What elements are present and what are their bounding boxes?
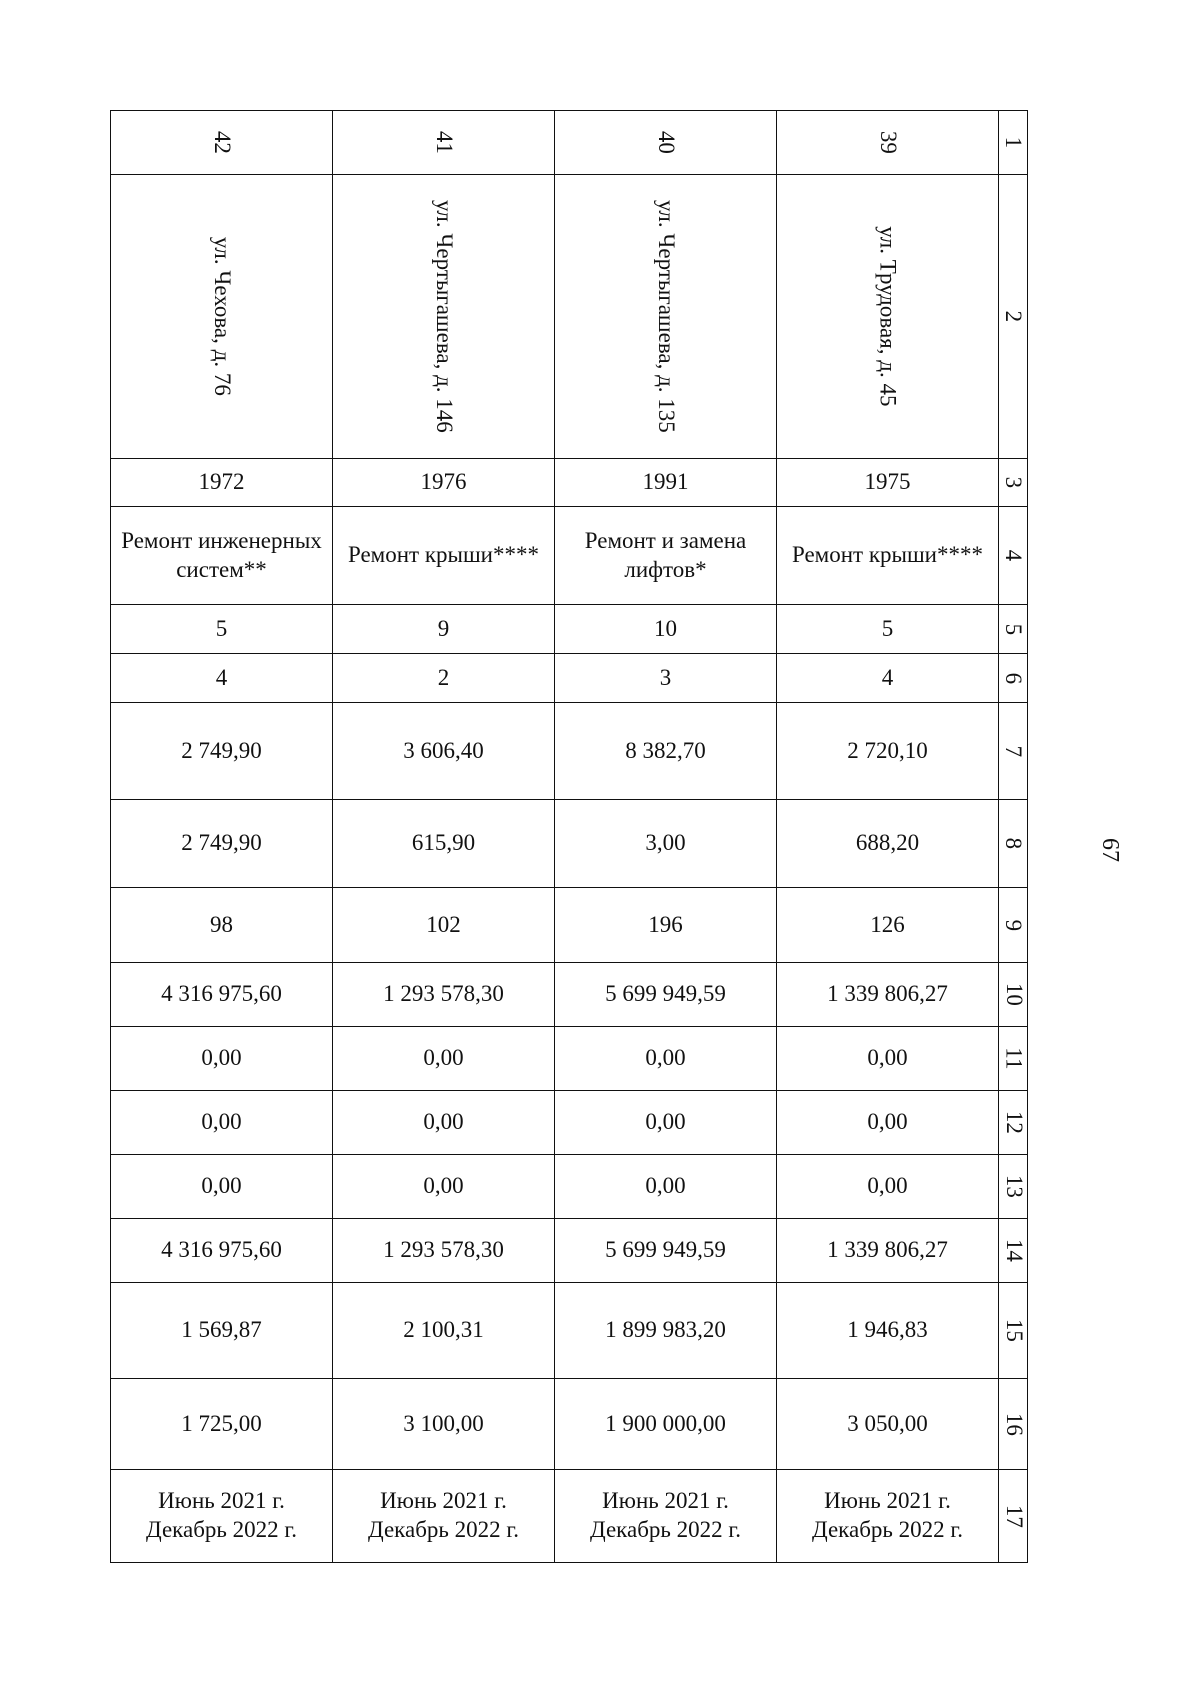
row-number: 39: [875, 131, 901, 154]
end-date: Декабрь 2022 г.: [590, 1517, 741, 1542]
column-number: 15: [1001, 1319, 1027, 1342]
value-cell: 4: [111, 654, 333, 703]
column-number-cell: [999, 605, 1028, 654]
value-cell: 126: [777, 888, 999, 963]
value-cell: 5: [111, 605, 333, 654]
column-number: 17: [1001, 1504, 1027, 1528]
address-cell: [111, 175, 333, 459]
column-number-cell: [999, 1283, 1028, 1379]
address: ул. Чертыгашева, д. 135: [653, 199, 679, 433]
column-number-cell: [999, 1027, 1028, 1091]
value-cell: 4 316 975,60: [111, 963, 333, 1027]
address: ул. Трудовая, д. 45: [875, 225, 901, 407]
value-cell: 2 749,90: [111, 800, 333, 888]
column-number: 5: [1001, 623, 1027, 635]
value-cell: 5: [777, 605, 999, 654]
value-cell: 3 100,00: [333, 1379, 555, 1470]
value-cell: 98: [111, 888, 333, 963]
value-cell: 10: [555, 605, 777, 654]
value-cell: 196: [555, 888, 777, 963]
column-number: 8: [1001, 837, 1027, 850]
column-number-cell: [999, 111, 1028, 175]
column-number: 9: [1001, 919, 1027, 931]
work-type-cell: Ремонт крыши****: [777, 507, 999, 605]
table-row-col-3: [111, 459, 1028, 507]
value-cell: 9: [333, 605, 555, 654]
work-type-cell: Ремонт и замена лифтов*: [555, 507, 777, 605]
value-cell: 0,00: [333, 1155, 555, 1219]
page-number: 67: [1097, 838, 1124, 862]
value-cell: 1 339 806,27: [777, 963, 999, 1027]
value-cell: 1 899 983,20: [555, 1283, 777, 1379]
column-number: 6: [1001, 672, 1027, 684]
date-range-cell: [777, 1470, 999, 1563]
work-type-cell: Ремонт крыши****: [333, 507, 555, 605]
table-row-col-9: [111, 888, 1028, 963]
value-cell: 0,00: [111, 1091, 333, 1155]
address: ул. Чехова, д. 76: [209, 236, 235, 396]
address-cell: [333, 175, 555, 459]
column-number: 2: [1001, 310, 1027, 323]
year-cell: 1976: [333, 459, 555, 507]
value-cell: 3,00: [555, 800, 777, 888]
table-row-col-16: [111, 1379, 1028, 1470]
value-cell: 0,00: [777, 1027, 999, 1091]
column-number: 1: [1001, 136, 1027, 149]
value-cell: 0,00: [333, 1091, 555, 1155]
value-cell: 1 569,87: [111, 1283, 333, 1379]
value-cell: 0,00: [555, 1091, 777, 1155]
value-cell: 0,00: [555, 1027, 777, 1091]
row-number: 42: [209, 131, 235, 154]
column-number-cell: [999, 888, 1028, 963]
column-number: 14: [1001, 1239, 1027, 1262]
value-cell: 1 339 806,27: [777, 1219, 999, 1283]
table-row-col-13: [111, 1155, 1028, 1219]
value-cell: 0,00: [777, 1155, 999, 1219]
value-cell: 0,00: [777, 1091, 999, 1155]
work-type-cell: Ремонт инженерных систем**: [111, 507, 333, 605]
address: ул. Чертыгашева, д. 146: [431, 199, 457, 433]
start-date: Июнь 2021 г.: [602, 1488, 729, 1514]
value-cell: 2 100,31: [333, 1283, 555, 1379]
value-cell: 0,00: [333, 1027, 555, 1091]
table-row-col-2: [111, 175, 1028, 459]
column-number-cell: [999, 507, 1028, 605]
value-cell: 615,90: [333, 800, 555, 888]
value-cell: 3: [555, 654, 777, 703]
row-number-cell: [333, 111, 555, 175]
year-cell: 1975: [777, 459, 999, 507]
column-number-cell: [999, 459, 1028, 507]
table-row-col-7: [111, 703, 1028, 800]
column-number: 4: [1001, 549, 1027, 562]
column-number-cell: [999, 1470, 1028, 1563]
value-cell: 3 606,40: [333, 703, 555, 800]
start-date: Июнь 2021 г.: [380, 1488, 507, 1514]
column-number: 12: [1001, 1111, 1027, 1134]
date-range-cell: [333, 1470, 555, 1563]
value-cell: 0,00: [111, 1155, 333, 1219]
column-number-cell: [999, 175, 1028, 459]
value-cell: 2 720,10: [777, 703, 999, 800]
data-table: [110, 110, 1028, 1563]
value-cell: 0,00: [111, 1027, 333, 1091]
value-cell: 1 946,83: [777, 1283, 999, 1379]
table-row-col-1: [111, 111, 1028, 175]
column-number: 13: [1001, 1175, 1027, 1198]
address-cell: [555, 175, 777, 459]
table-row-col-6: [111, 654, 1028, 703]
end-date: Декабрь 2022 г.: [812, 1517, 963, 1542]
value-cell: 0,00: [555, 1155, 777, 1219]
column-number: 16: [1001, 1412, 1027, 1436]
start-date: Июнь 2021 г.: [158, 1488, 285, 1514]
column-number: 11: [1001, 1047, 1027, 1070]
value-cell: 2 749,90: [111, 703, 333, 800]
column-number-cell: [999, 654, 1028, 703]
table-row-col-17: [111, 1470, 1028, 1563]
end-date: Декабрь 2022 г.: [368, 1517, 519, 1542]
year-cell: 1991: [555, 459, 777, 507]
date-range-cell: [111, 1470, 333, 1563]
value-cell: 102: [333, 888, 555, 963]
column-number: 10: [1001, 983, 1027, 1006]
table-row-col-10: [111, 963, 1028, 1027]
row-number-cell: [555, 111, 777, 175]
column-number-cell: [999, 800, 1028, 888]
table-row-col-12: [111, 1091, 1028, 1155]
value-cell: 1 725,00: [111, 1379, 333, 1470]
table-row-col-4: [111, 507, 1028, 605]
row-number-cell: [777, 111, 999, 175]
value-cell: 5 699 949,59: [555, 963, 777, 1027]
column-number-cell: [999, 1379, 1028, 1470]
year-cell: 1972: [111, 459, 333, 507]
column-number-cell: [999, 1155, 1028, 1219]
column-number-cell: [999, 703, 1028, 800]
row-number: 40: [653, 131, 679, 154]
address-cell: [777, 175, 999, 459]
date-range-cell: [555, 1470, 777, 1563]
table-row-col-11: [111, 1027, 1028, 1091]
value-cell: 8 382,70: [555, 703, 777, 800]
value-cell: 3 050,00: [777, 1379, 999, 1470]
value-cell: 4: [777, 654, 999, 703]
column-number-cell: [999, 963, 1028, 1027]
value-cell: 1 293 578,30: [333, 1219, 555, 1283]
value-cell: 4 316 975,60: [111, 1219, 333, 1283]
value-cell: 1 293 578,30: [333, 963, 555, 1027]
value-cell: 1 900 000,00: [555, 1379, 777, 1470]
table-row-col-5: [111, 605, 1028, 654]
table-row-col-8: [111, 800, 1028, 888]
table-row-col-14: [111, 1219, 1028, 1283]
column-number: 7: [1001, 745, 1027, 757]
end-date: Декабрь 2022 г.: [146, 1517, 297, 1542]
value-cell: 5 699 949,59: [555, 1219, 777, 1283]
value-cell: 688,20: [777, 800, 999, 888]
column-number-cell: [999, 1219, 1028, 1283]
table-row-col-15: [111, 1283, 1028, 1379]
column-number-cell: [999, 1091, 1028, 1155]
row-number-cell: [111, 111, 333, 175]
value-cell: 2: [333, 654, 555, 703]
start-date: Июнь 2021 г.: [824, 1488, 951, 1514]
column-number: 3: [1001, 476, 1027, 489]
row-number: 41: [431, 131, 457, 154]
